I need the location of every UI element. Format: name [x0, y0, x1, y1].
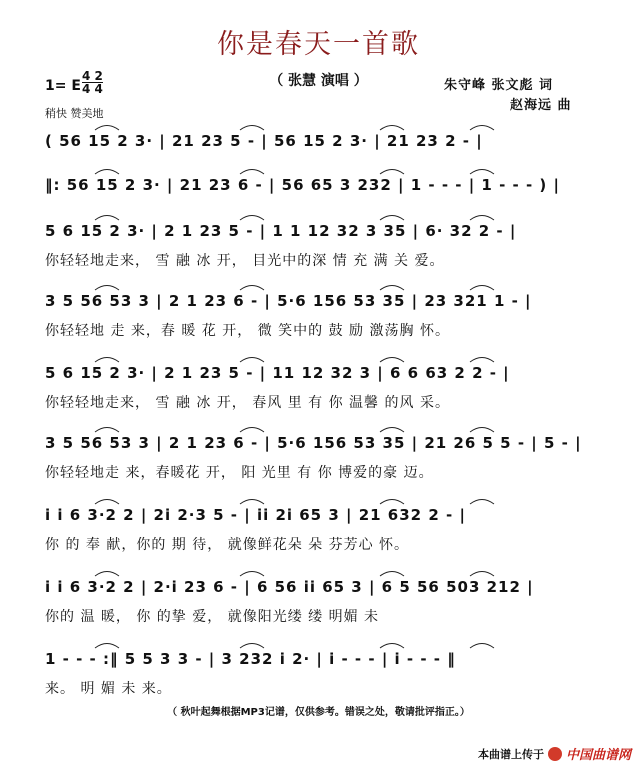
slur-arc — [470, 358, 494, 363]
slur-arc — [240, 170, 264, 175]
lyric-row: 你轻轻地 走 来，春 暖 花 开， 微 笑中的 鼓 励 激荡胸 怀。 — [45, 323, 450, 339]
lyric-row: 来。 明 媚 未 来。 — [45, 681, 172, 697]
site-logo-icon — [548, 747, 562, 761]
footer-credit — [478, 744, 631, 763]
slur-arc — [240, 358, 264, 363]
slur-arc — [380, 286, 404, 291]
slur-arc — [470, 500, 494, 505]
slur-arc — [95, 170, 119, 175]
lyric-row: 你 的 奉 献，你的 期 待， 就像鲜花朵 朵 芬芳心 怀。 — [45, 537, 410, 553]
slur-arc — [380, 572, 404, 577]
site-name[interactable]: 中国曲谱网 — [565, 748, 631, 763]
slur-arc — [95, 216, 119, 221]
slur-arc — [240, 644, 264, 649]
slur-arc — [240, 286, 264, 291]
upload-label: 本曲谱上传于 — [477, 747, 544, 761]
slur-arc — [95, 126, 119, 131]
notation-row: 3 5 56 53 3 | 2 1 23 6 - | 5·6 156 53 35 | 23 321 1 - | — [45, 292, 532, 310]
slur-arc — [95, 644, 119, 649]
slur-arc — [470, 644, 494, 649]
slur-arc — [470, 286, 494, 291]
notation-row: 5 6 15 2 3· | 2 1 23 5 - | 11 12 32 3 | 6 6 63 2 2 - | — [45, 364, 510, 382]
slur-arc — [470, 572, 494, 577]
notation-row: 3 5 56 53 3 | 2 1 23 6 - | 5·6 156 53 35 | 21 26 5 5 - | 5 - | — [45, 434, 582, 452]
lyric-row: 你轻轻地走 来，春暖花 开， 阳 光里 有 你 博爱的豪 迈。 — [45, 465, 434, 481]
slur-arc — [470, 428, 494, 433]
lyricist-credit: 朱守峰 张文彪 词 — [444, 78, 554, 93]
slur-arc — [95, 358, 119, 363]
singer-credit: （ 张慧 演唱 ） — [269, 73, 368, 89]
slur-arc — [380, 126, 404, 131]
key-signature: 1= E — [45, 78, 81, 94]
lyric-row: 你的 温 暖， 你 的挚 爱， 就像阳光缕 缕 明媚 未 — [45, 609, 380, 625]
slur-arc — [380, 428, 404, 433]
slur-arc — [380, 644, 404, 649]
notation-row: ‖: 56 15 2 3· | 21 23 6 - | 56 65 3 232 | 1 - - - | 1 - - - ) | — [45, 176, 560, 194]
notation-row: i i 6 3·2 2 | 2i 2·3 5 - | ii 2i 65 3 | 21 632 2 - | — [45, 506, 466, 524]
lyric-row: 你轻轻地走来， 雪 融 冰 开， 春风 里 有 你 温馨 的风 采。 — [45, 395, 450, 411]
slur-arc — [470, 216, 494, 221]
slur-arc — [240, 572, 264, 577]
meter-bottom: 4 4 — [82, 82, 103, 96]
transcription-note: （ 秋叶起舞根据MP3记谱，仅供参考。错误之处，敬请批评指正。） — [167, 707, 470, 718]
slur-arc — [470, 170, 494, 175]
lyric-row: 你轻轻地走来， 雪 融 冰 开， 目光中的深 情 充 满 关 爱。 — [45, 253, 445, 269]
slur-arc — [380, 500, 404, 505]
slur-arc — [95, 500, 119, 505]
tempo-marking: 稍快 赞美地 — [45, 107, 104, 120]
slur-arc — [240, 500, 264, 505]
time-signature — [82, 70, 103, 95]
slur-arc — [240, 428, 264, 433]
notation-row: ( 56 15 2 3· | 21 23 5 - | 56 15 2 3· | 21 23 2 - | — [45, 132, 483, 150]
slur-arc — [380, 170, 404, 175]
slur-arc — [95, 428, 119, 433]
slur-arc — [380, 216, 404, 221]
slur-arc — [95, 572, 119, 577]
notation-row: 5 6 15 2 3· | 2 1 23 5 - | 1 1 12 32 3 35 | 6· 32 2 - | — [45, 222, 517, 240]
slur-arc — [240, 216, 264, 221]
song-title: 你是春天一首歌 — [217, 29, 420, 60]
slur-arc — [95, 286, 119, 291]
composer-credit: 赵海远 曲 — [510, 98, 572, 113]
slur-arc — [240, 126, 264, 131]
notation-row: 1 - - - :‖ 5 5 3 3 - | 3 232 i 2· | i - - - | i - - - ‖ — [45, 650, 456, 668]
notation-row: i i 6 3·2 2 | 2·i 23 6 - | 6 56 ii 65 3 | 6 5 56 503 212 | — [45, 578, 534, 596]
slur-arc — [380, 358, 404, 363]
meter-top: 4 2 — [82, 69, 103, 83]
slur-arc — [470, 126, 494, 131]
